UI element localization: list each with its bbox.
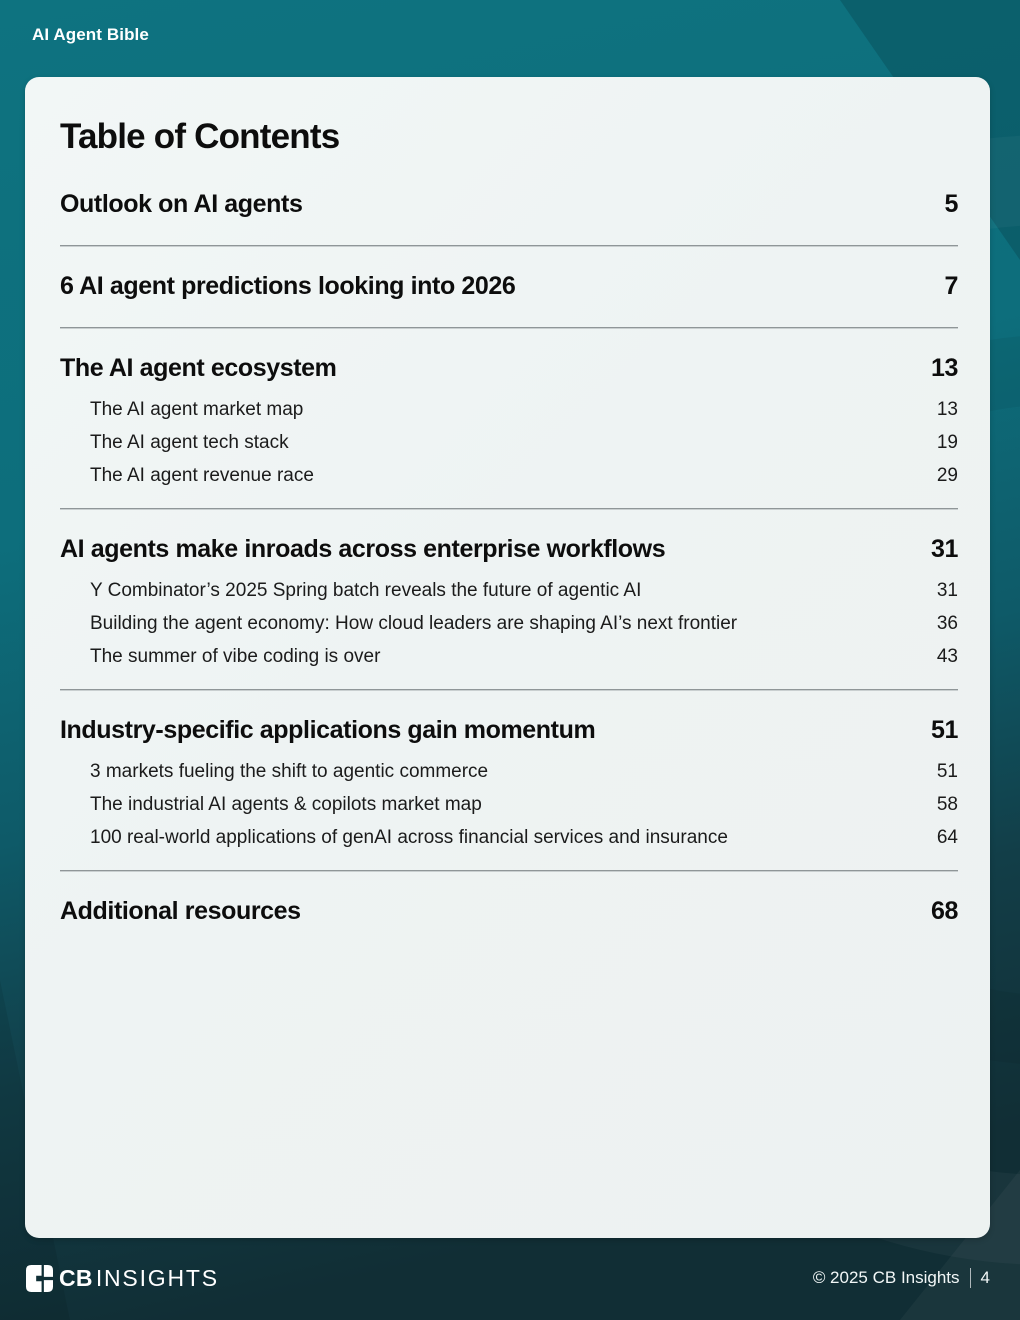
toc-section-page-number: 13: [930, 354, 958, 382]
toc-subsection-page-number: 13: [936, 399, 958, 420]
toc-section-heading-row[interactable]: [60, 353, 958, 383]
toc-subsection-row[interactable]: [60, 821, 958, 854]
footer-separator: [970, 1268, 971, 1288]
cb-insights-logo: [26, 1265, 219, 1292]
toc-section: [60, 189, 958, 219]
toc-subsection-list: [60, 574, 958, 673]
toc-section: [60, 534, 958, 673]
toc-subsection-list: [60, 755, 958, 854]
toc-section: [60, 715, 958, 854]
toc-subsection-row[interactable]: [60, 459, 958, 492]
toc-subsection-row[interactable]: [60, 607, 958, 640]
document-header-title: AI Agent Bible: [32, 25, 149, 44]
toc-section-heading-row[interactable]: [60, 896, 958, 926]
toc-subsection-page-number: 58: [936, 794, 958, 815]
toc-section-title: 6 AI agent predictions looking into 2026: [60, 272, 516, 300]
page-footer: [26, 1258, 990, 1298]
toc-subsection-title: 100 real-world applications of genAI across financial services and insurance: [90, 827, 728, 848]
footer-copyright-group: [813, 1268, 990, 1288]
logo-text-insights: INSIGHTS: [95, 1264, 219, 1291]
toc-subsection-page-number: 43: [936, 646, 958, 667]
toc-section-title: Outlook on AI agents: [60, 190, 303, 218]
toc-section: [60, 353, 958, 492]
toc-section-page-number: 68: [930, 897, 958, 925]
toc-divider: [60, 327, 958, 329]
toc-subsection-row[interactable]: [60, 574, 958, 607]
toc-section-title: AI agents make inroads across enterprise workflows: [60, 535, 666, 563]
toc-subsection-row[interactable]: [60, 640, 958, 673]
toc-subsection-row[interactable]: [60, 426, 958, 459]
toc-divider: [60, 245, 958, 247]
footer-page-number: 4: [980, 1268, 990, 1287]
toc-card: [25, 77, 990, 1238]
toc-section-page-number: 31: [930, 535, 958, 563]
toc-section-title: Industry-specific applications gain momentum: [60, 716, 596, 744]
toc-section-heading-row[interactable]: [60, 271, 958, 301]
toc-section-heading-row[interactable]: [60, 189, 958, 219]
toc-subsection-row[interactable]: [60, 755, 958, 788]
toc-subsection-title: Building the agent economy: How cloud leaders are shaping AI’s next frontier: [90, 613, 738, 634]
toc-section-title: The AI agent ecosystem: [60, 354, 337, 382]
toc-subsection-title: The industrial AI agents & copilots market map: [90, 794, 482, 815]
toc-section-title: Additional resources: [60, 897, 301, 925]
toc-section-page-number: 5: [944, 190, 958, 218]
toc-subsection-page-number: 64: [936, 827, 958, 848]
copyright-text: © 2025 CB Insights: [812, 1268, 960, 1287]
toc-divider: [60, 689, 958, 691]
toc-section-page-number: 51: [930, 716, 958, 744]
toc-divider: [60, 870, 958, 872]
toc-subsection-title: Y Combinator’s 2025 Spring batch reveals the future of agentic AI: [90, 580, 642, 601]
toc-subsection-title: The AI agent tech stack: [90, 432, 289, 453]
toc-section: [60, 271, 958, 301]
toc-section-heading-row[interactable]: [60, 534, 958, 564]
toc-subsection-page-number: 36: [936, 613, 958, 634]
toc-subsection-page-number: 29: [936, 465, 958, 486]
toc-section: [60, 896, 958, 926]
toc-subsection-title: The summer of vibe coding is over: [90, 646, 381, 667]
toc-subsection-page-number: 31: [936, 580, 958, 601]
toc-subsection-title: 3 markets fueling the shift to agentic commerce: [90, 761, 489, 782]
toc-subsection-row[interactable]: [60, 393, 958, 426]
cb-insights-logo-mark-icon: [26, 1265, 53, 1292]
toc-sections: [60, 189, 958, 926]
toc-section-page-number: 7: [944, 272, 958, 300]
toc-subsection-list: [60, 393, 958, 492]
toc-section-heading-row[interactable]: [60, 715, 958, 745]
toc-subsection-title: The AI agent revenue race: [90, 465, 314, 486]
toc-subsection-title: The AI agent market map: [90, 399, 304, 420]
toc-title: Table of Contents: [60, 117, 340, 156]
toc-divider: [60, 508, 958, 510]
logo-text-cb: CB: [59, 1264, 93, 1291]
toc-subsection-page-number: 51: [936, 761, 958, 782]
toc-subsection-row[interactable]: [60, 788, 958, 821]
toc-subsection-page-number: 19: [936, 432, 958, 453]
